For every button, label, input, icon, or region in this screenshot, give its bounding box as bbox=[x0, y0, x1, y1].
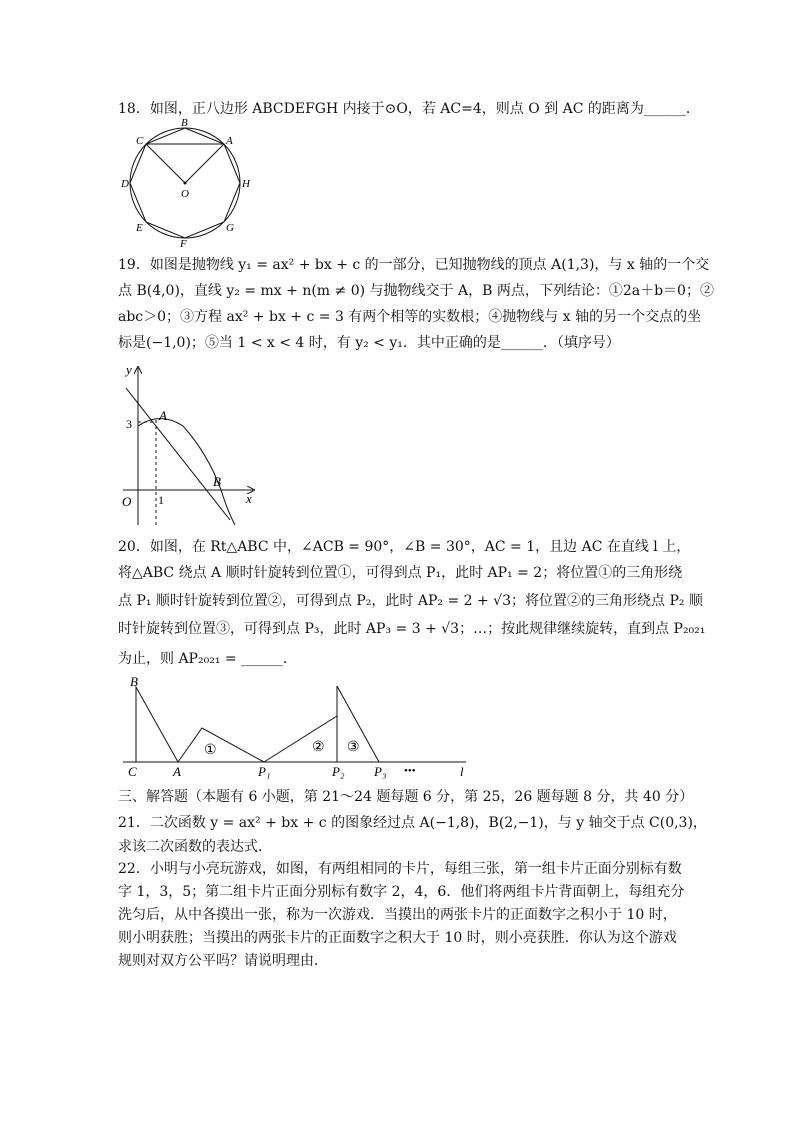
q21-line-1: 21．二次函数 y = ax² + bx + c 的图象经过点 A(−1,8)，B(2,−1)，与 y 轴交于点 C(0,3)， bbox=[118, 815, 707, 831]
q20-line-4: 时针旋转到位置③，可得到点 P₃，此时 AP₃ = 3 + √3；…；按此规律继续旋转，直到点 P₂₀₂₁ bbox=[118, 621, 706, 637]
q22-line-4: 则小明获胜；当摸出的两张卡片的正面数字之积大于 10 时，则小亮获胜．你认为这个游戏 bbox=[118, 930, 677, 946]
label-a: A bbox=[226, 135, 233, 147]
label-b: B bbox=[181, 118, 188, 129]
label-e: E bbox=[136, 222, 143, 234]
label-p1: P₁ bbox=[258, 764, 271, 779]
q20-line-3: 点 P₁ 顺时针旋转到位置②，可得到点 P₂，此时 AP₂ = 2 + √3；将位置②的三角形绕点 P₂ 顺 bbox=[118, 593, 703, 609]
q20-line-5: 为止，则 AP₂₀₂₁ = ______． bbox=[118, 651, 298, 667]
label-c: C bbox=[128, 764, 137, 779]
segment-ao bbox=[185, 144, 224, 183]
label-circle-2: ② bbox=[312, 740, 325, 755]
label-l: l bbox=[460, 764, 464, 779]
label-a: A bbox=[173, 764, 181, 779]
q22-line-3: 洗匀后，从中各摸出一张，称为一次游戏．当摸出的两张卡片的正面数字之积小于 10 时， bbox=[118, 907, 677, 923]
q20-rotation-figure bbox=[118, 672, 478, 782]
center-point-o bbox=[184, 182, 187, 185]
q18-octagon-figure bbox=[118, 118, 258, 248]
parabola-curve bbox=[138, 419, 235, 526]
label-p2: P₂ bbox=[332, 764, 345, 779]
label-c: C bbox=[136, 135, 144, 147]
q22-line-5: 规则对双方公平吗？请说明理由． bbox=[118, 953, 328, 969]
q22-line-2: 字 1，3，5；第二组卡片正面分别标有数字 2，4，6．他们将两组卡片背面朝上，每组充分 bbox=[118, 884, 685, 900]
q20-line-2: 将△ABC 绕点 A 顺时针旋转到位置①，可得到点 P₁，此时 AP₁ = 2；将位置①的三角形绕 bbox=[118, 565, 683, 581]
triangle-position-2 bbox=[264, 716, 337, 762]
q22-line-1: 22．小明与小亮玩游戏，如图，有两组相同的卡片，每组三张，第一组卡片正面分别标有数 bbox=[118, 861, 682, 877]
q19-line-3: abc＞0；③方程 ax² + bx + c = 3 有两个相等的实数根；④抛物线与 x 轴的另一个交点的坐 bbox=[118, 309, 702, 325]
label-h: H bbox=[242, 178, 250, 190]
section-3-heading: 三、解答题（本题有 6 小题，第 21～24 题每题 6 分，第 25，26 题每题 8 分，共 40 分） bbox=[118, 789, 694, 805]
line-ab bbox=[126, 388, 230, 520]
label-p3: P₃ bbox=[374, 764, 387, 779]
label-b: B bbox=[130, 674, 138, 689]
label-one: 1 bbox=[158, 493, 164, 507]
q19-line-2: 点 B(4,0)，直线 y₂ = mx + n(m ≠ 0) 与抛物线交于 A，B 两点，下列结论：①2a＋b＝0；② bbox=[118, 283, 714, 299]
segment-co bbox=[146, 144, 185, 183]
label-b: B bbox=[213, 474, 221, 489]
label-dots: ••• bbox=[404, 765, 416, 777]
label-f: F bbox=[180, 238, 187, 248]
label-g: G bbox=[226, 222, 234, 234]
label-d: D bbox=[121, 178, 129, 190]
q19-parabola-figure bbox=[118, 360, 268, 530]
q19-line-4: 标是(−1,0)；⑤当 1 < x < 4 时，有 y₂ < y₁．其中正确的是______．（填序号） bbox=[118, 335, 620, 351]
q19-line-1: 19．如图是抛物线 y₁ = ax² + bx + c 的一部分，已知抛物线的顶点 A(1,3)，与 x 轴的一个交 bbox=[118, 257, 710, 273]
label-y: y bbox=[126, 362, 132, 377]
q18-line-1: 18．如图，正八边形 ABCDEFGH 内接于⊙O，若 AC=4，则点 O 到 AC 的距离为______． bbox=[118, 101, 700, 117]
q20-line-1: 20．如图，在 Rt△ABC 中，∠ACB = 90°，∠B = 30°，AC = 1，且边 AC 在直线 l 上， bbox=[118, 539, 691, 555]
triangle-position-1 bbox=[178, 728, 264, 762]
label-a: A bbox=[159, 408, 167, 423]
label-x: x bbox=[246, 491, 252, 506]
label-circle-3: ③ bbox=[347, 740, 360, 755]
q21-line-2: 求该二次函数的表达式． bbox=[118, 839, 272, 855]
label-o: O bbox=[181, 188, 189, 200]
label-circle-1: ① bbox=[204, 743, 217, 758]
label-three: 3 bbox=[126, 417, 132, 431]
label-o: O bbox=[122, 494, 132, 509]
triangle-abc bbox=[136, 687, 178, 762]
